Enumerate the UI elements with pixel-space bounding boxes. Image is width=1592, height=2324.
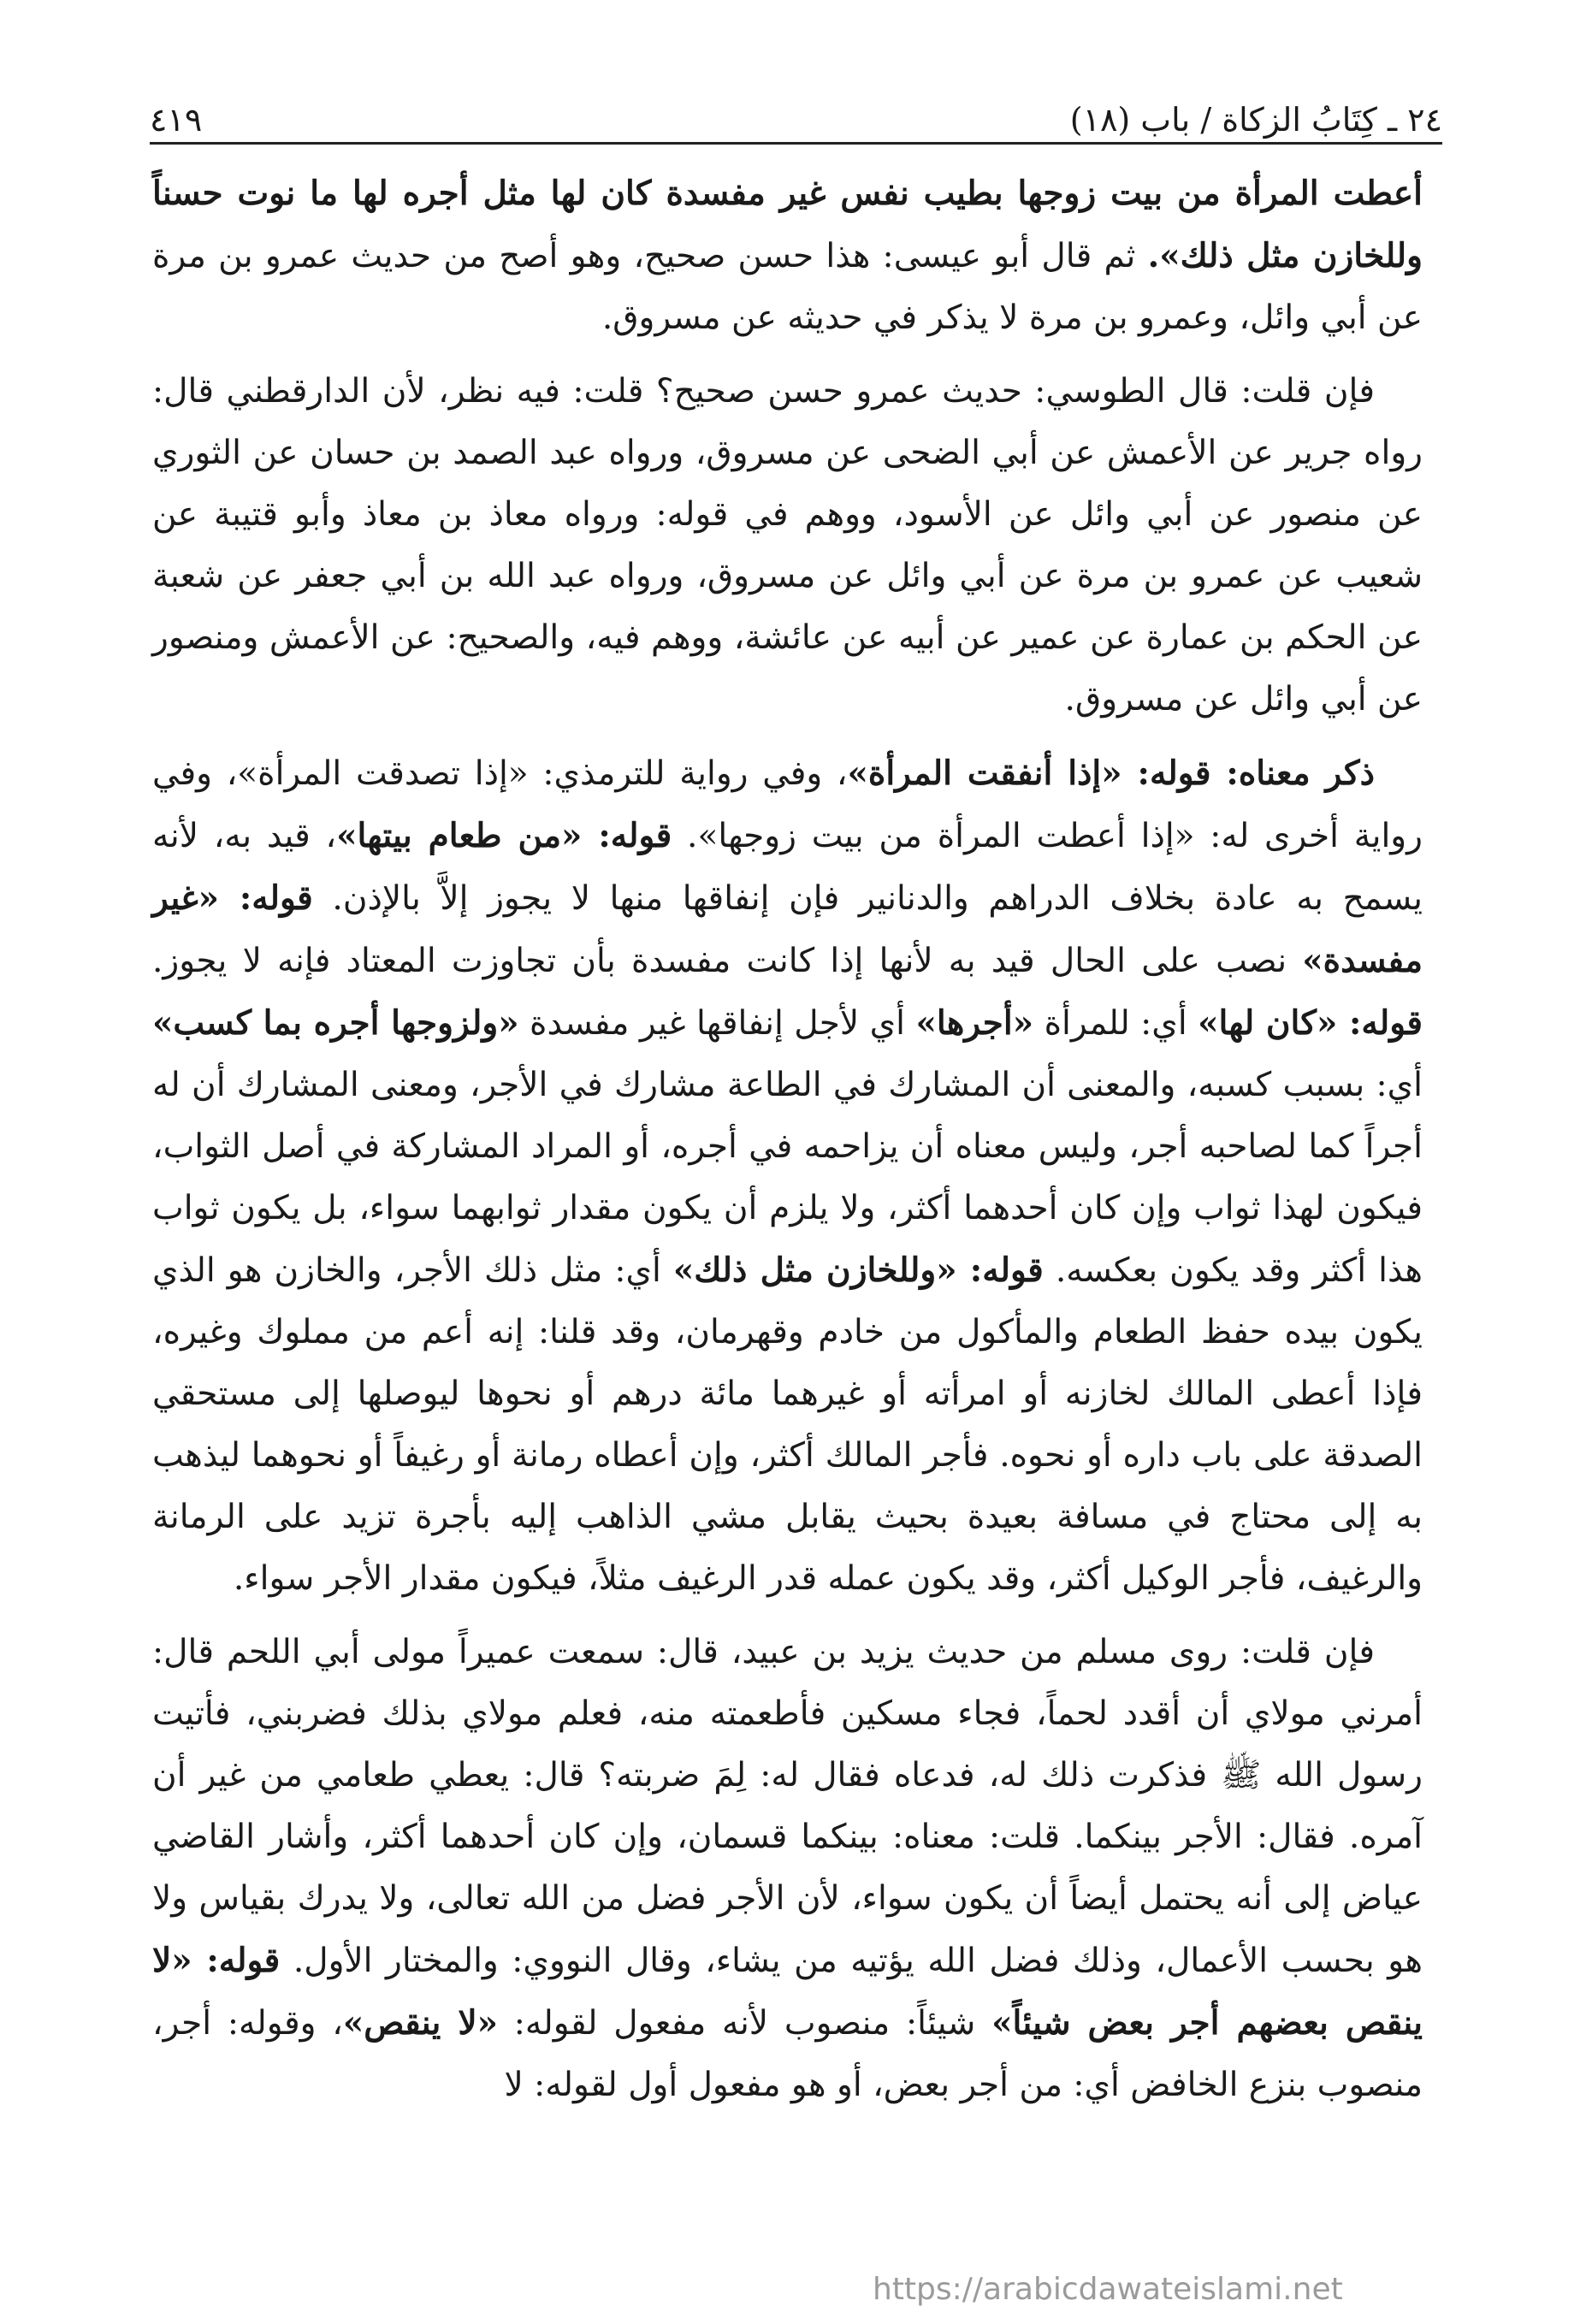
bold-text-run: أعطت المرأة من بيت زوجها بطيب نفس غير مفسدة كان لها مثل أجره لها ما نوت حسناً وللخازن مثل ذلك». — [152, 174, 1423, 275]
text-run: ، قيد به، لأنه يسمح به عادة بخلاف الدراهم والدنانير فإن إنفاقها منها لا يجوز إلاَّ بالإذن. — [152, 817, 1423, 918]
bold-text-run: ذكر معناه: قوله: «إذا أنفقت المرأة» — [847, 754, 1375, 793]
running-head: ٢٤ ـ كِتَابُ الزكاة / باب (١٨) — [1069, 101, 1442, 139]
paragraph — [152, 361, 1423, 730]
text-run: ثم قال أبو عيسى: هذا حسن صحيح، وهو أصح من حديث عمرو بن مرة عن أبي وائل، وعمرو بن مرة لا يذكر في حديثه عن مسروق. — [152, 237, 1423, 337]
text-run: شيئاً: منصوب لأنه مفعول لقوله: — [497, 2004, 992, 2043]
text-run: ، وقوله: أجر، منصوب بنزع الخافض أي: من أجر بعض، أو هو مفعول أول لقوله: لا — [152, 2004, 1423, 2104]
text-run: نصب على الحال قيد به لأنها إذا كانت مفسدة بأن تجاوزت المعتاد فإنه لا يجوز. — [152, 942, 1303, 980]
text-run: أي: بسبب كسبه، والمعنى أن المشارك في الطاعة مشارك في الأجر، ومعنى المشارك أن له أجراً كما لصاحبه أجر، وليس معناه أن يزاحمه في أجره، أو المراد المشاركة في أصل الثواب، فيكون لهذا ثواب وإن كان أحدهما أكثر، ولا يلزم أن يكون مقدار ثوابهما سواء، بل يكون ثواب هذا أكثر وقد يكون بعكسه. — [152, 1066, 1423, 1290]
bold-text-run: «لا ينقص» — [342, 2003, 498, 2043]
paragraph — [152, 742, 1423, 1610]
paragraph — [152, 1622, 1423, 2116]
bold-text-run: قوله: «من طعام بيتها» — [336, 816, 672, 855]
bold-text-run: قوله: «كان لها» — [1198, 1003, 1423, 1043]
text-run: أي: للمرأة — [1033, 1004, 1198, 1043]
page-header — [150, 79, 1442, 139]
text-run: فإن قلت: قال الطوسي: حديث عمرو حسن صحيح؟ قلت: فيه نظر، لأن الدارقطني قال: رواه جرير عن الأعمش عن أبي الضحى عن مسروق، ورواه عبد الصمد بن حسان عن الثوري عن منصور عن أبي وائل عن الأسود، ووهم في قوله: ورواه معاذ بن معاذ وأبو قتيبة عن شعيب عن عمرو بن مرة عن أبي وائل عن مسروق، ورواه عبد الله بن أبي جعفر عن شعبة عن الحكم بن عمارة عن عمير عن أبيه عن عائشة، ووهم فيه، والصحيح: عن الأعمش ومنصور عن أبي وائل عن مسروق. — [152, 372, 1423, 718]
text-run: أي لأجل إنفاقها غير مفسدة — [518, 1004, 916, 1043]
text-run: فإن قلت: روى مسلم من حديث يزيد بن عبيد، قال: سمعت عميراً مولى أبي اللحم قال: أمرني مولاي أن أقدد لحماً، فجاء مسكين فأطعمته منه، فعلم مولاي بذلك فضربني، فأتيت رسول الله ﷺ فذكرت ذلك له، فدعاه فقال له: لِمَ ضربته؟ قال: يعطي طعامي من غير أن آمره. فقال: الأجر بينكما. قلت: معناه: بينكما قسمان، وإن كان أحدهما أكثر، وأشار القاضي عياض إلى أنه يحتمل أيضاً أن يكون سواء، لأن الأجر فضل من الله تعالى، ولا يدرك بقياس ولا هو بحسب الأعمال، وذلك فضل الله يؤتيه من يشاء، وقال النووي: والمختار الأول. — [152, 1633, 1423, 1980]
bold-text-run: قوله: «وللخازن مثل ذلك» — [672, 1251, 1044, 1290]
bold-text-run: «أجرها» — [915, 1003, 1034, 1043]
text-run: أي: مثل ذلك الأجر، والخازن هو الذي يكون بيده حفظ الطعام والمأكول من خادم وقهرمان، وقد قلنا: إنه أعم من مملوك وغيره، فإذا أعطى المالك لخازنه أو امرأته أو غيرهما مائة درهم أو نحوها ليوصلها إلى مستحقي الصدقة على باب داره أو نحوه. فأجر المالك أكثر، وإن أعطاه رمانة أو رغيفاً أو نحوهما ليذهب به إلى محتاج في مسافة بعيدة بحيث يقابل مشي الذاهب إليه بأجرة تزيد على الرمانة والرغيف، فأجر الوكيل أكثر، وقد يكون عمله قدر الرغيف مثلاً، فيكون مقدار الأجر سواء. — [152, 1251, 1423, 1598]
text-run: ، وفي رواية للترمذي: «إذا تصدقت المرأة»، وفي رواية أخرى له: «إذا أعطت المرأة من بيت زوجها». — [152, 754, 1423, 855]
paragraph — [152, 163, 1423, 349]
header-divider — [150, 142, 1442, 145]
bold-text-run: قوله: «غير مفسدة» — [152, 878, 1423, 980]
document-body — [152, 163, 1423, 2264]
watermark-url[interactable]: https://arabicdawateislami.net — [873, 2272, 1343, 2307]
page-number: ٤١٩ — [150, 101, 203, 139]
bold-text-run: «ولزوجها أجره بما كسب» — [152, 1003, 519, 1043]
bold-text-run: قوله: «لا ينقص بعضهم أجر بعض شيئاً» — [152, 1941, 1423, 2043]
